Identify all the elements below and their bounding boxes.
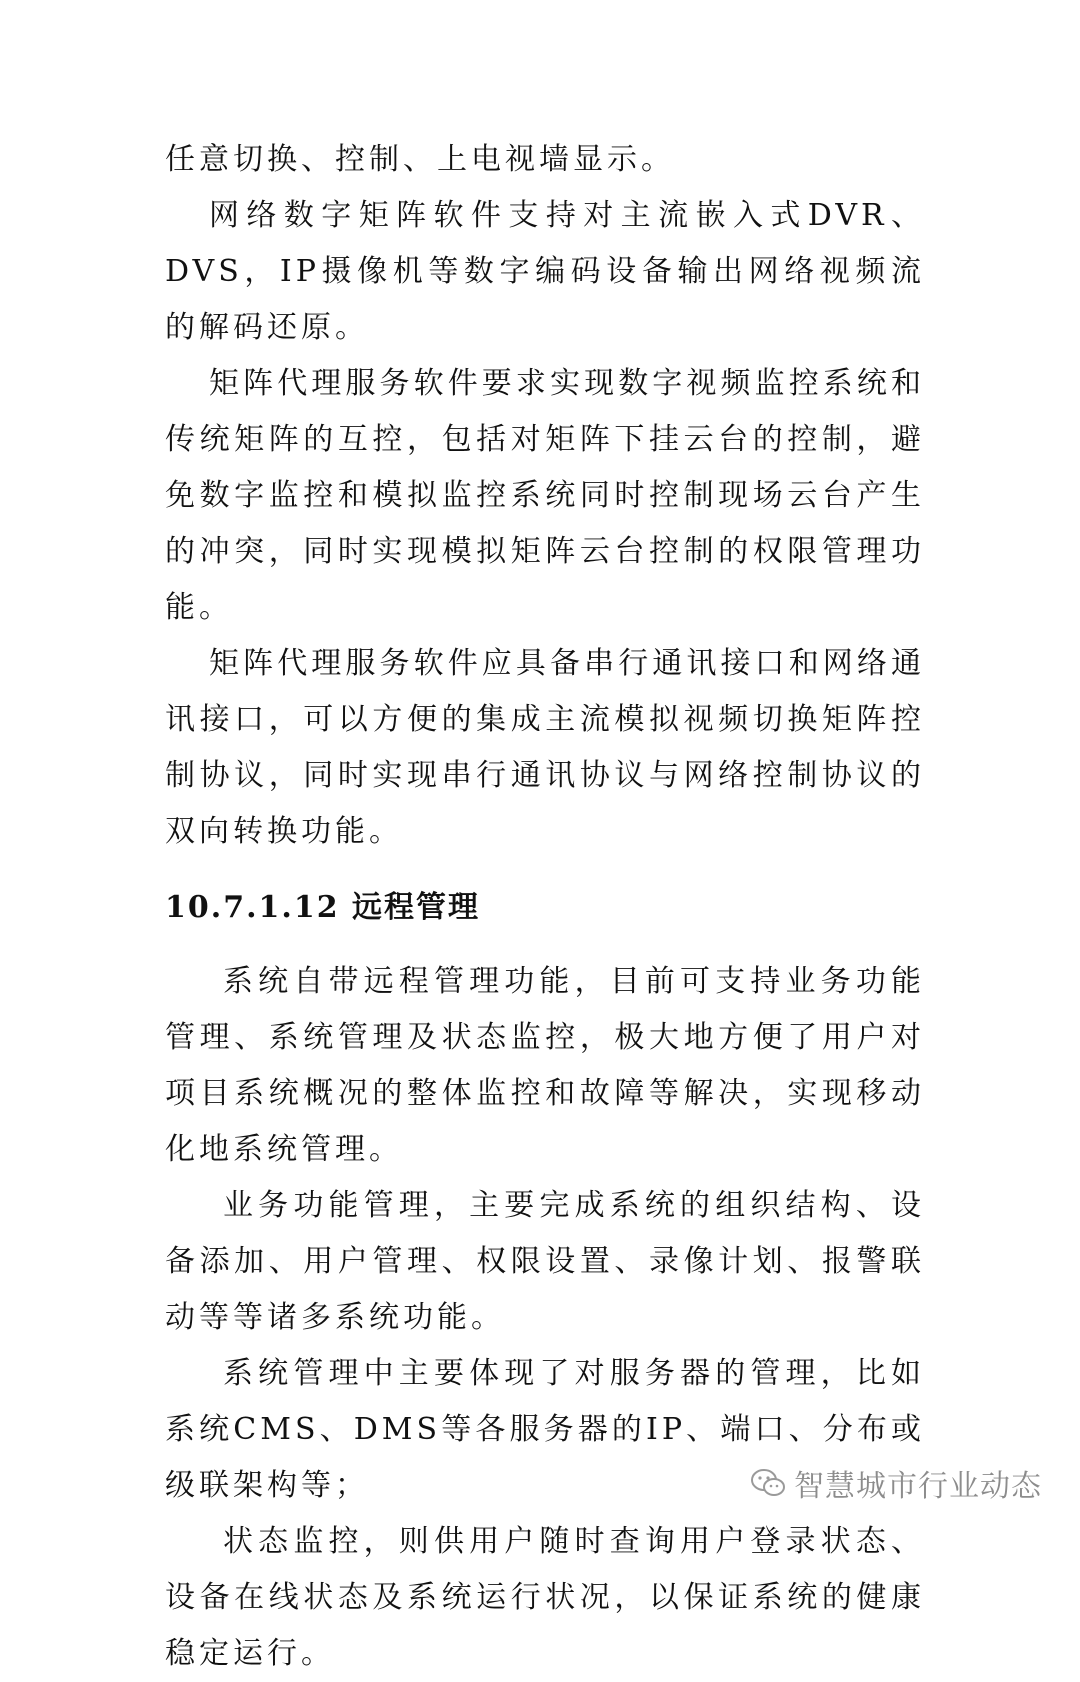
wechat-icon — [750, 1468, 786, 1498]
paragraph-network-matrix: 网络数字矩阵软件支持对主流嵌入式DVR、DVS，IP摄像机等数字编码设备输出网络视频流的解码还原。 — [165, 198, 925, 345]
paragraph-continuation: 任意切换、控制、上电视墙显示。 — [165, 142, 675, 177]
watermark — [750, 1461, 1042, 1505]
watermark-text: 智慧城市行业动态 — [794, 1469, 1042, 1504]
section-heading: 10.7.1.12 远程管理 — [165, 890, 481, 925]
document-body — [165, 132, 925, 1682]
paragraph-business-management: 业务功能管理，主要完成系统的组织结构、设备添加、用户管理、权限设置、录像计划、报警联动等等诸多系统功能。 — [165, 1188, 925, 1335]
paragraph-status-monitoring: 状态监控，则供用户随时查询用户登录状态、设备在线状态及系统运行状况，以保证系统的健康稳定运行。 — [165, 1524, 925, 1671]
paragraph-matrix-proxy-control: 矩阵代理服务软件要求实现数字视频监控系统和传统矩阵的互控，包括对矩阵下挂云台的控制，避免数字监控和模拟监控系统同时控制现场云台产生的冲突，同时实现模拟矩阵云台控制的权限管理功能。 — [165, 366, 925, 625]
paragraph-matrix-proxy-interface: 矩阵代理服务软件应具备串行通讯接口和网络通讯接口，可以方便的集成主流模拟视频切换矩阵控制协议，同时实现串行通讯协议与网络控制协议的双向转换功能。 — [165, 646, 925, 849]
paragraph-remote-management: 系统自带远程管理功能，目前可支持业务功能管理、系统管理及状态监控，极大地方便了用户对项目系统概况的整体监控和故障等解决，实现移动化地系统管理。 — [165, 964, 925, 1167]
paragraph-system-management: 系统管理中主要体现了对服务器的管理，比如系统CMS、DMS等各服务器的IP、端口、分布或级联架构等； — [165, 1356, 925, 1503]
